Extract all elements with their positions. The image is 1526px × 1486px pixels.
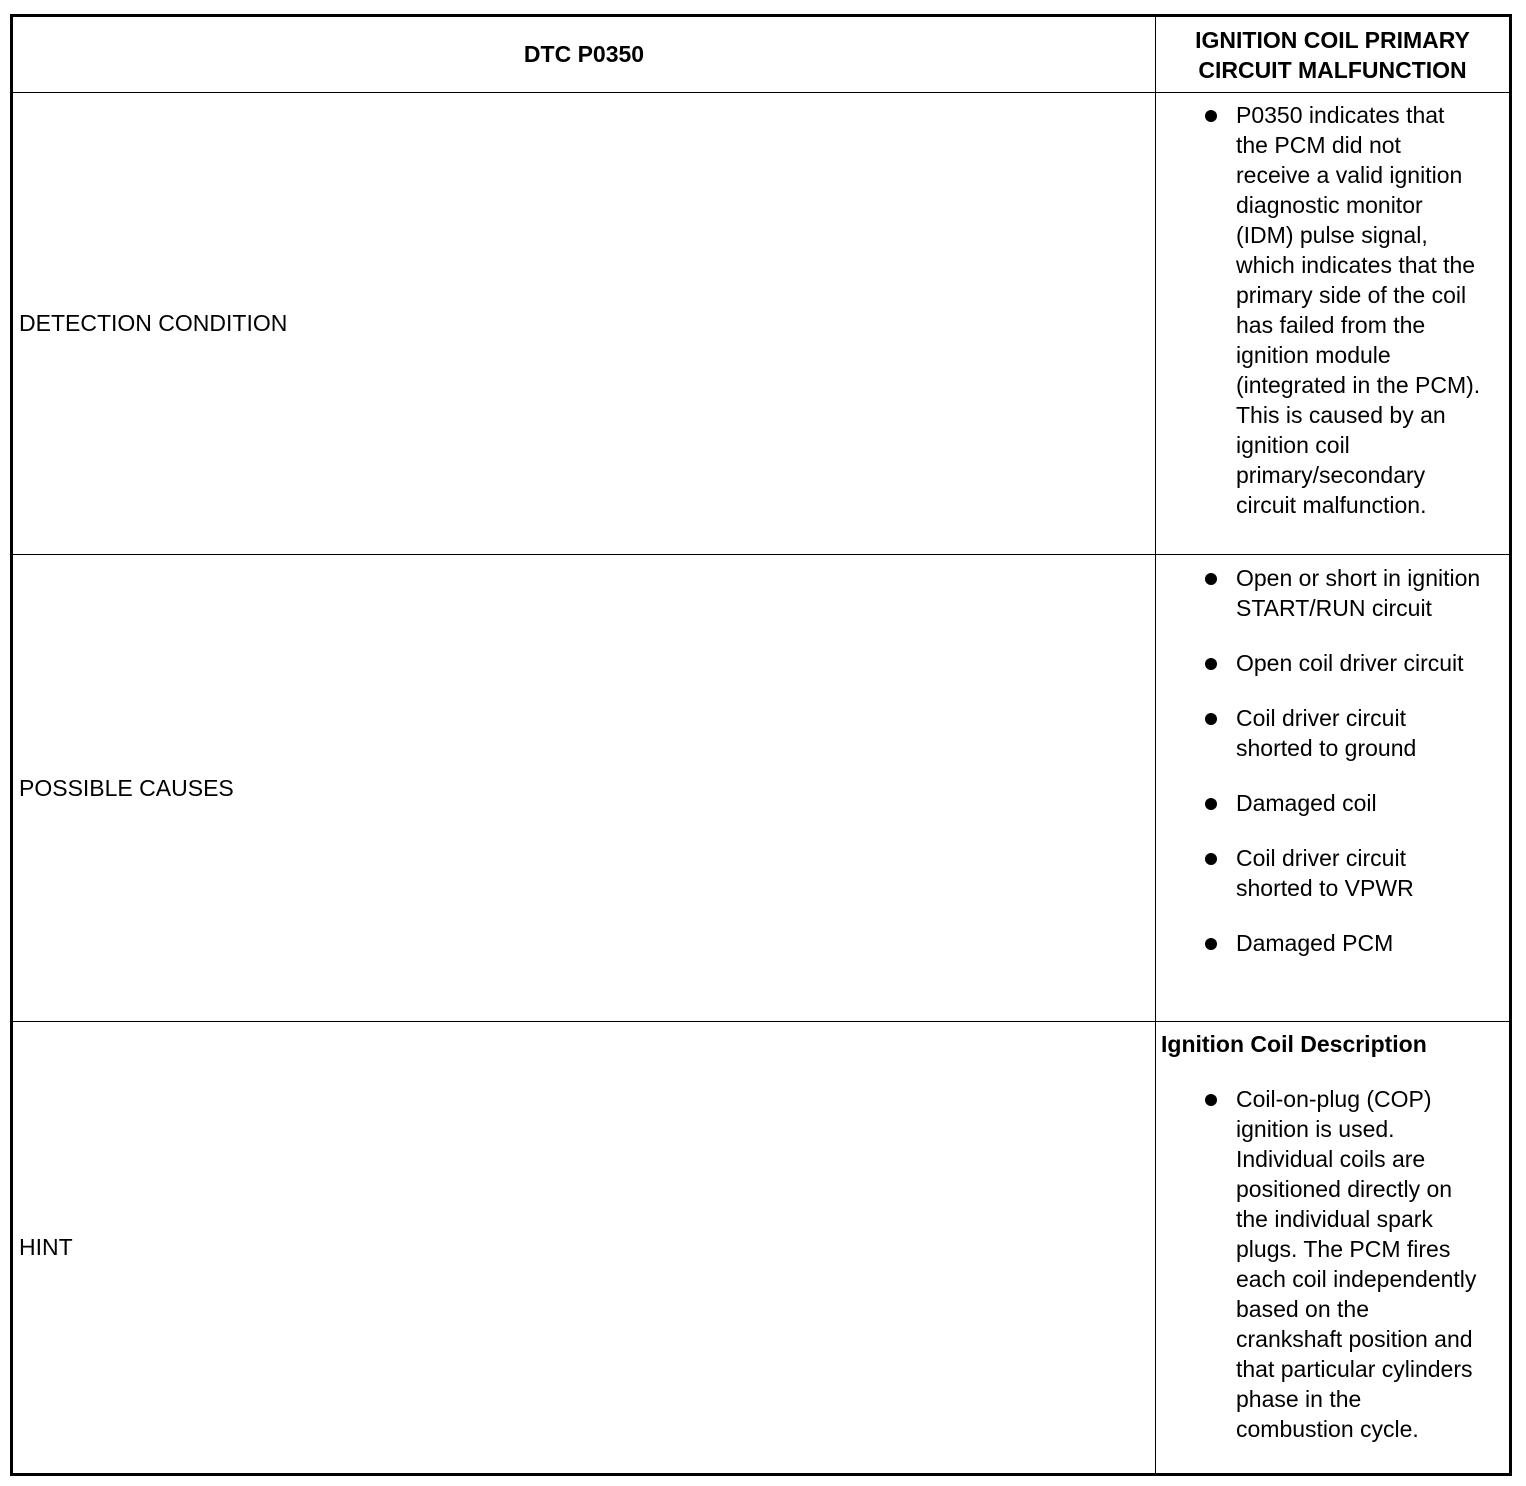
list-item — [1156, 648, 1481, 678]
list-item — [1156, 928, 1481, 958]
list-item — [1156, 843, 1481, 903]
detection-condition-content — [1156, 93, 1509, 554]
hint-content — [1156, 1022, 1509, 1473]
cause-text: Coil driver circuit shorted to ground — [1236, 705, 1417, 761]
detection-text: P0350 indicates that the PCM did not receive a valid ignition diagnostic monitor (IDM) pulse signal, which indicates that the primary side of the coil has failed from the ignition module (integrated in the PCM). This is caused by an ignition coil primary/secondary circuit malfunction. — [1236, 102, 1481, 518]
bullet-icon — [1205, 853, 1217, 865]
cause-text: Damaged PCM — [1236, 930, 1394, 956]
cause-text: Open or short in ignition START/RUN circuit — [1236, 565, 1481, 621]
possible-causes-label: POSSIBLE CAUSES — [13, 555, 1156, 1021]
dtc-title-header: IGNITION COIL PRIMARY CIRCUIT MALFUNCTION — [1195, 26, 1470, 83]
list-item — [1156, 788, 1481, 818]
bullet-icon — [1205, 1094, 1217, 1106]
bullet-icon — [1205, 798, 1217, 810]
bullet-icon — [1205, 573, 1217, 585]
detection-bullet-list — [1156, 100, 1509, 520]
hint-bullet-list — [1156, 1084, 1509, 1444]
hint-text: Coil-on-plug (COP) ignition is used. Individual coils are positioned directly on the individual spark plugs. The PCM fires each coil independently based on the crankshaft position and that particular cylinders phase in the combustion cycle. — [1236, 1086, 1477, 1442]
table-header-row — [13, 17, 1509, 92]
bullet-icon — [1205, 110, 1217, 122]
bullet-icon — [1205, 713, 1217, 725]
table-row — [13, 554, 1509, 1021]
table-row — [13, 92, 1509, 554]
list-item — [1156, 703, 1481, 763]
dtc-table — [10, 14, 1512, 1476]
dtc-code-header: DTC P0350 — [13, 17, 1156, 92]
detection-condition-label: DETECTION CONDITION — [13, 93, 1156, 554]
list-item — [1156, 1084, 1481, 1444]
cause-text: Damaged coil — [1236, 790, 1377, 816]
hint-heading: Ignition Coil Description — [1161, 1031, 1427, 1057]
hint-label: HINT — [13, 1022, 1156, 1473]
cause-text: Open coil driver circuit — [1236, 650, 1464, 676]
causes-bullet-list — [1156, 563, 1509, 958]
cause-text: Coil driver circuit shorted to VPWR — [1236, 845, 1414, 901]
bullet-icon — [1205, 938, 1217, 950]
list-item — [1156, 563, 1481, 623]
bullet-icon — [1205, 658, 1217, 670]
list-item — [1156, 100, 1481, 520]
possible-causes-content — [1156, 555, 1509, 1021]
table-row — [13, 1021, 1509, 1473]
